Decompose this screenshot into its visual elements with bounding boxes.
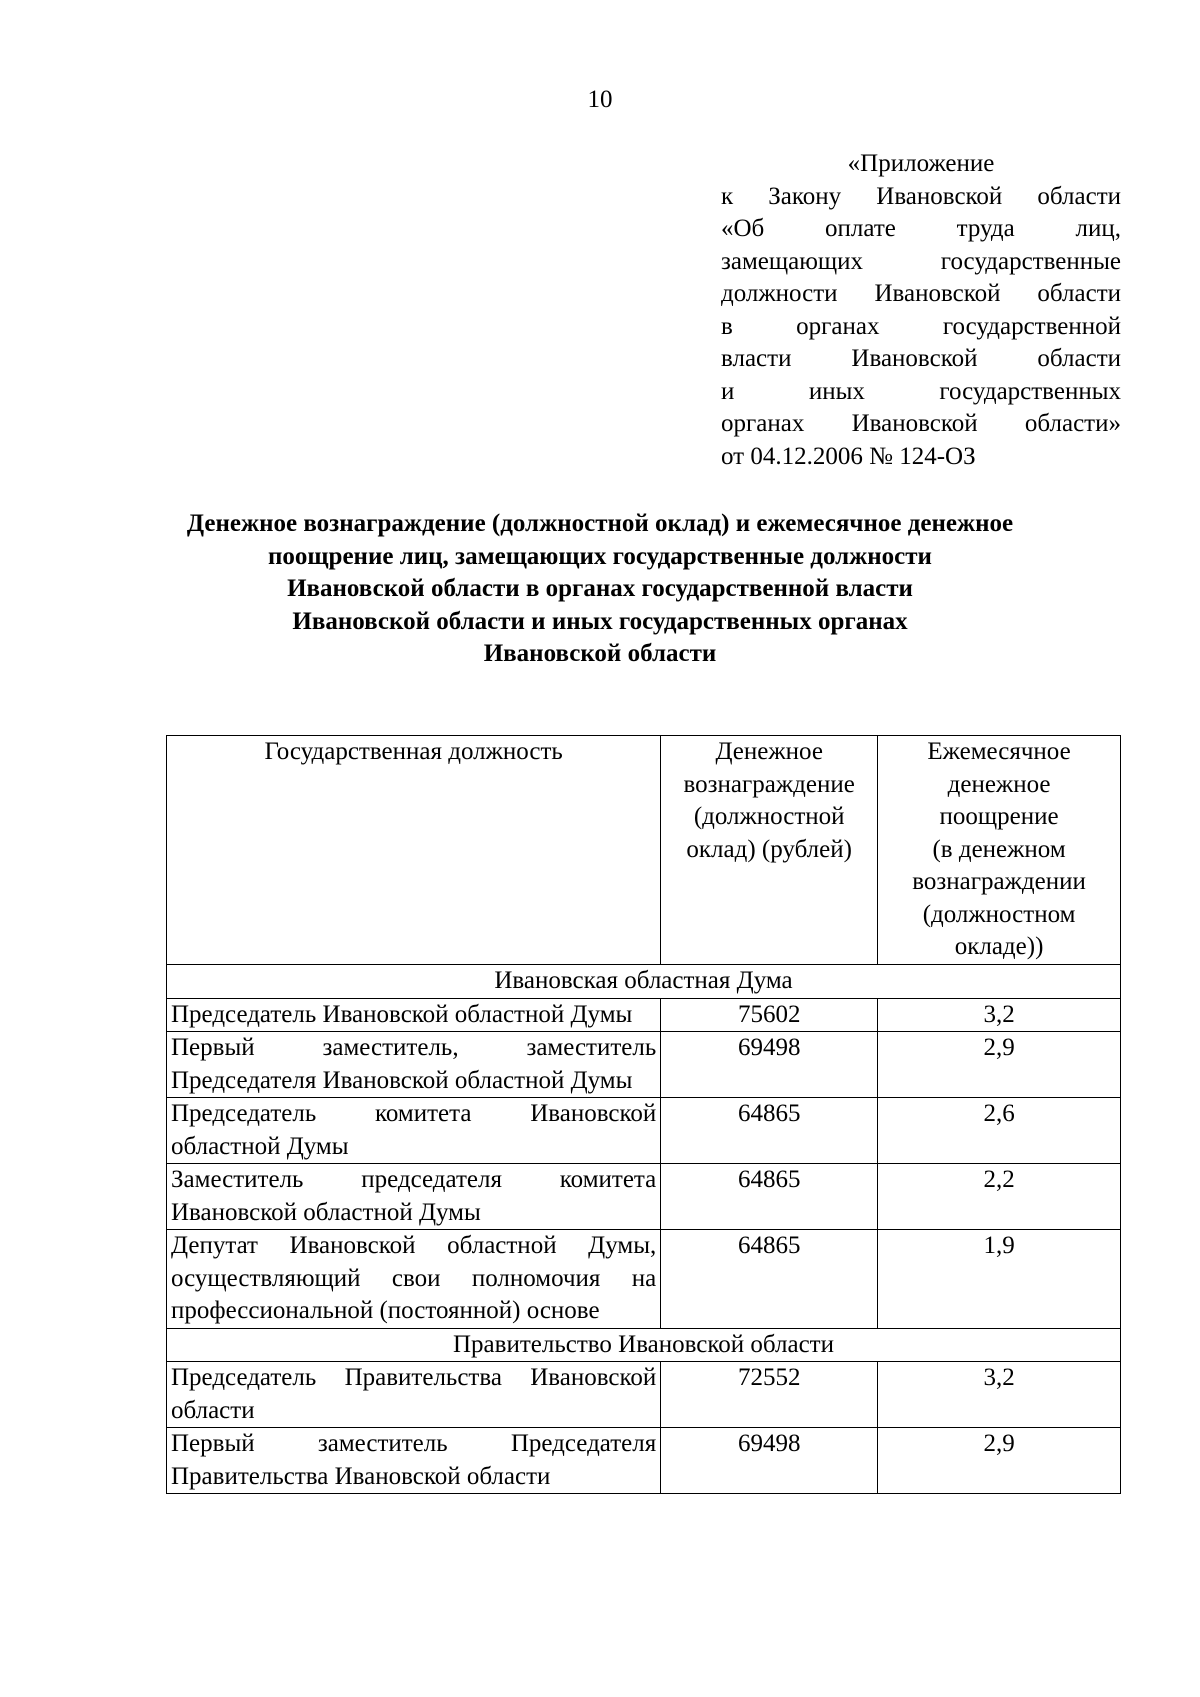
position-cell: Председатель Ивановской областной Думы [167,998,661,1032]
annex-line: власти Ивановской области [721,345,1121,372]
header-line: денежное [947,770,1051,798]
title-line: Ивановской области [483,640,717,667]
salary-cell: 75602 [661,998,878,1032]
annex-line: к Закону Ивановской области [721,182,1121,210]
table-row [167,998,1121,1032]
table-row [167,1098,1121,1164]
table-row [167,1428,1121,1494]
header-salary [661,736,878,965]
header-line: (в денежном [932,835,1066,863]
title-line: Ивановской области в органах государственной власти [287,575,913,602]
annex-block [721,148,1121,473]
annex-line: должности Ивановской области [721,280,1121,307]
annex-line: в органах государственной [721,312,1121,340]
table-row [167,1164,1121,1230]
table-row [167,1362,1121,1428]
header-line: оклад) (рублей) [686,835,852,863]
table-header-row [167,736,1121,965]
annex-line: и иных государственных [721,377,1121,405]
annex-heading: «Приложение [847,150,995,177]
title-line: поощрение лиц, замещающих государственные должности [268,542,932,570]
header-bonus [878,736,1121,965]
bonus-cell: 2,9 [878,1032,1121,1098]
position-cell: Первый заместитель Председателя Правительства Ивановской области [167,1428,661,1494]
salary-cell: 64865 [661,1230,878,1329]
title-line: Денежное вознаграждение (должностной оклад) и ежемесячное денежное [186,510,1014,537]
salary-cell: 64865 [661,1098,878,1164]
bonus-cell: 3,2 [878,998,1121,1032]
header-line: Ежемесячное [927,738,1071,765]
header-line: Государственная должность [264,738,563,765]
document-title [100,508,1100,671]
page-number: 10 [587,86,613,113]
bonus-cell: 2,9 [878,1428,1121,1494]
position-cell: Председатель комитета Ивановской областной Думы [167,1098,661,1164]
section-title: Правительство Ивановской области [167,1328,1121,1362]
table-row [167,1032,1121,1098]
title-line: Ивановской области и иных государственных органах [292,607,908,635]
position-cell: Депутат Ивановской областной Думы, осуществляющий свои полномочия на профессиональной (постоянной) основе [167,1230,661,1329]
header-line: (должностной [693,803,845,830]
position-cell: Заместитель председателя комитета Ивановской областной Думы [167,1164,661,1230]
annex-line: замещающих государственные [721,247,1121,275]
salary-cell: 69498 [661,1032,878,1098]
section-title: Ивановская областная Дума [167,965,1121,999]
bonus-cell: 2,6 [878,1098,1121,1164]
header-line: (должностном [922,900,1076,928]
bonus-cell: 1,9 [878,1230,1121,1329]
header-line: Денежное [715,738,823,765]
position-cell: Первый заместитель, заместитель Председателя Ивановской областной Думы [167,1032,661,1098]
bonus-cell: 3,2 [878,1362,1121,1428]
annex-line: органах Ивановской области» [721,410,1121,437]
section-row [167,1328,1121,1362]
salary-cell: 69498 [661,1428,878,1494]
header-line: вознаграждение [683,770,855,798]
salary-table [166,735,1121,1494]
salary-cell: 72552 [661,1362,878,1428]
bonus-cell: 2,2 [878,1164,1121,1230]
table-row [167,1230,1121,1329]
header-line: окладе)) [954,933,1044,960]
section-row [167,965,1121,999]
position-cell: Председатель Правительства Ивановской области [167,1362,661,1428]
annex-line: «Об оплате труда лиц, [721,215,1121,242]
header-line: поощрение [939,803,1059,830]
header-line: вознаграждении [912,868,1086,895]
annex-date-line: от 04.12.2006 № 124-ОЗ [721,442,976,470]
salary-cell: 64865 [661,1164,878,1230]
header-position [167,736,661,965]
